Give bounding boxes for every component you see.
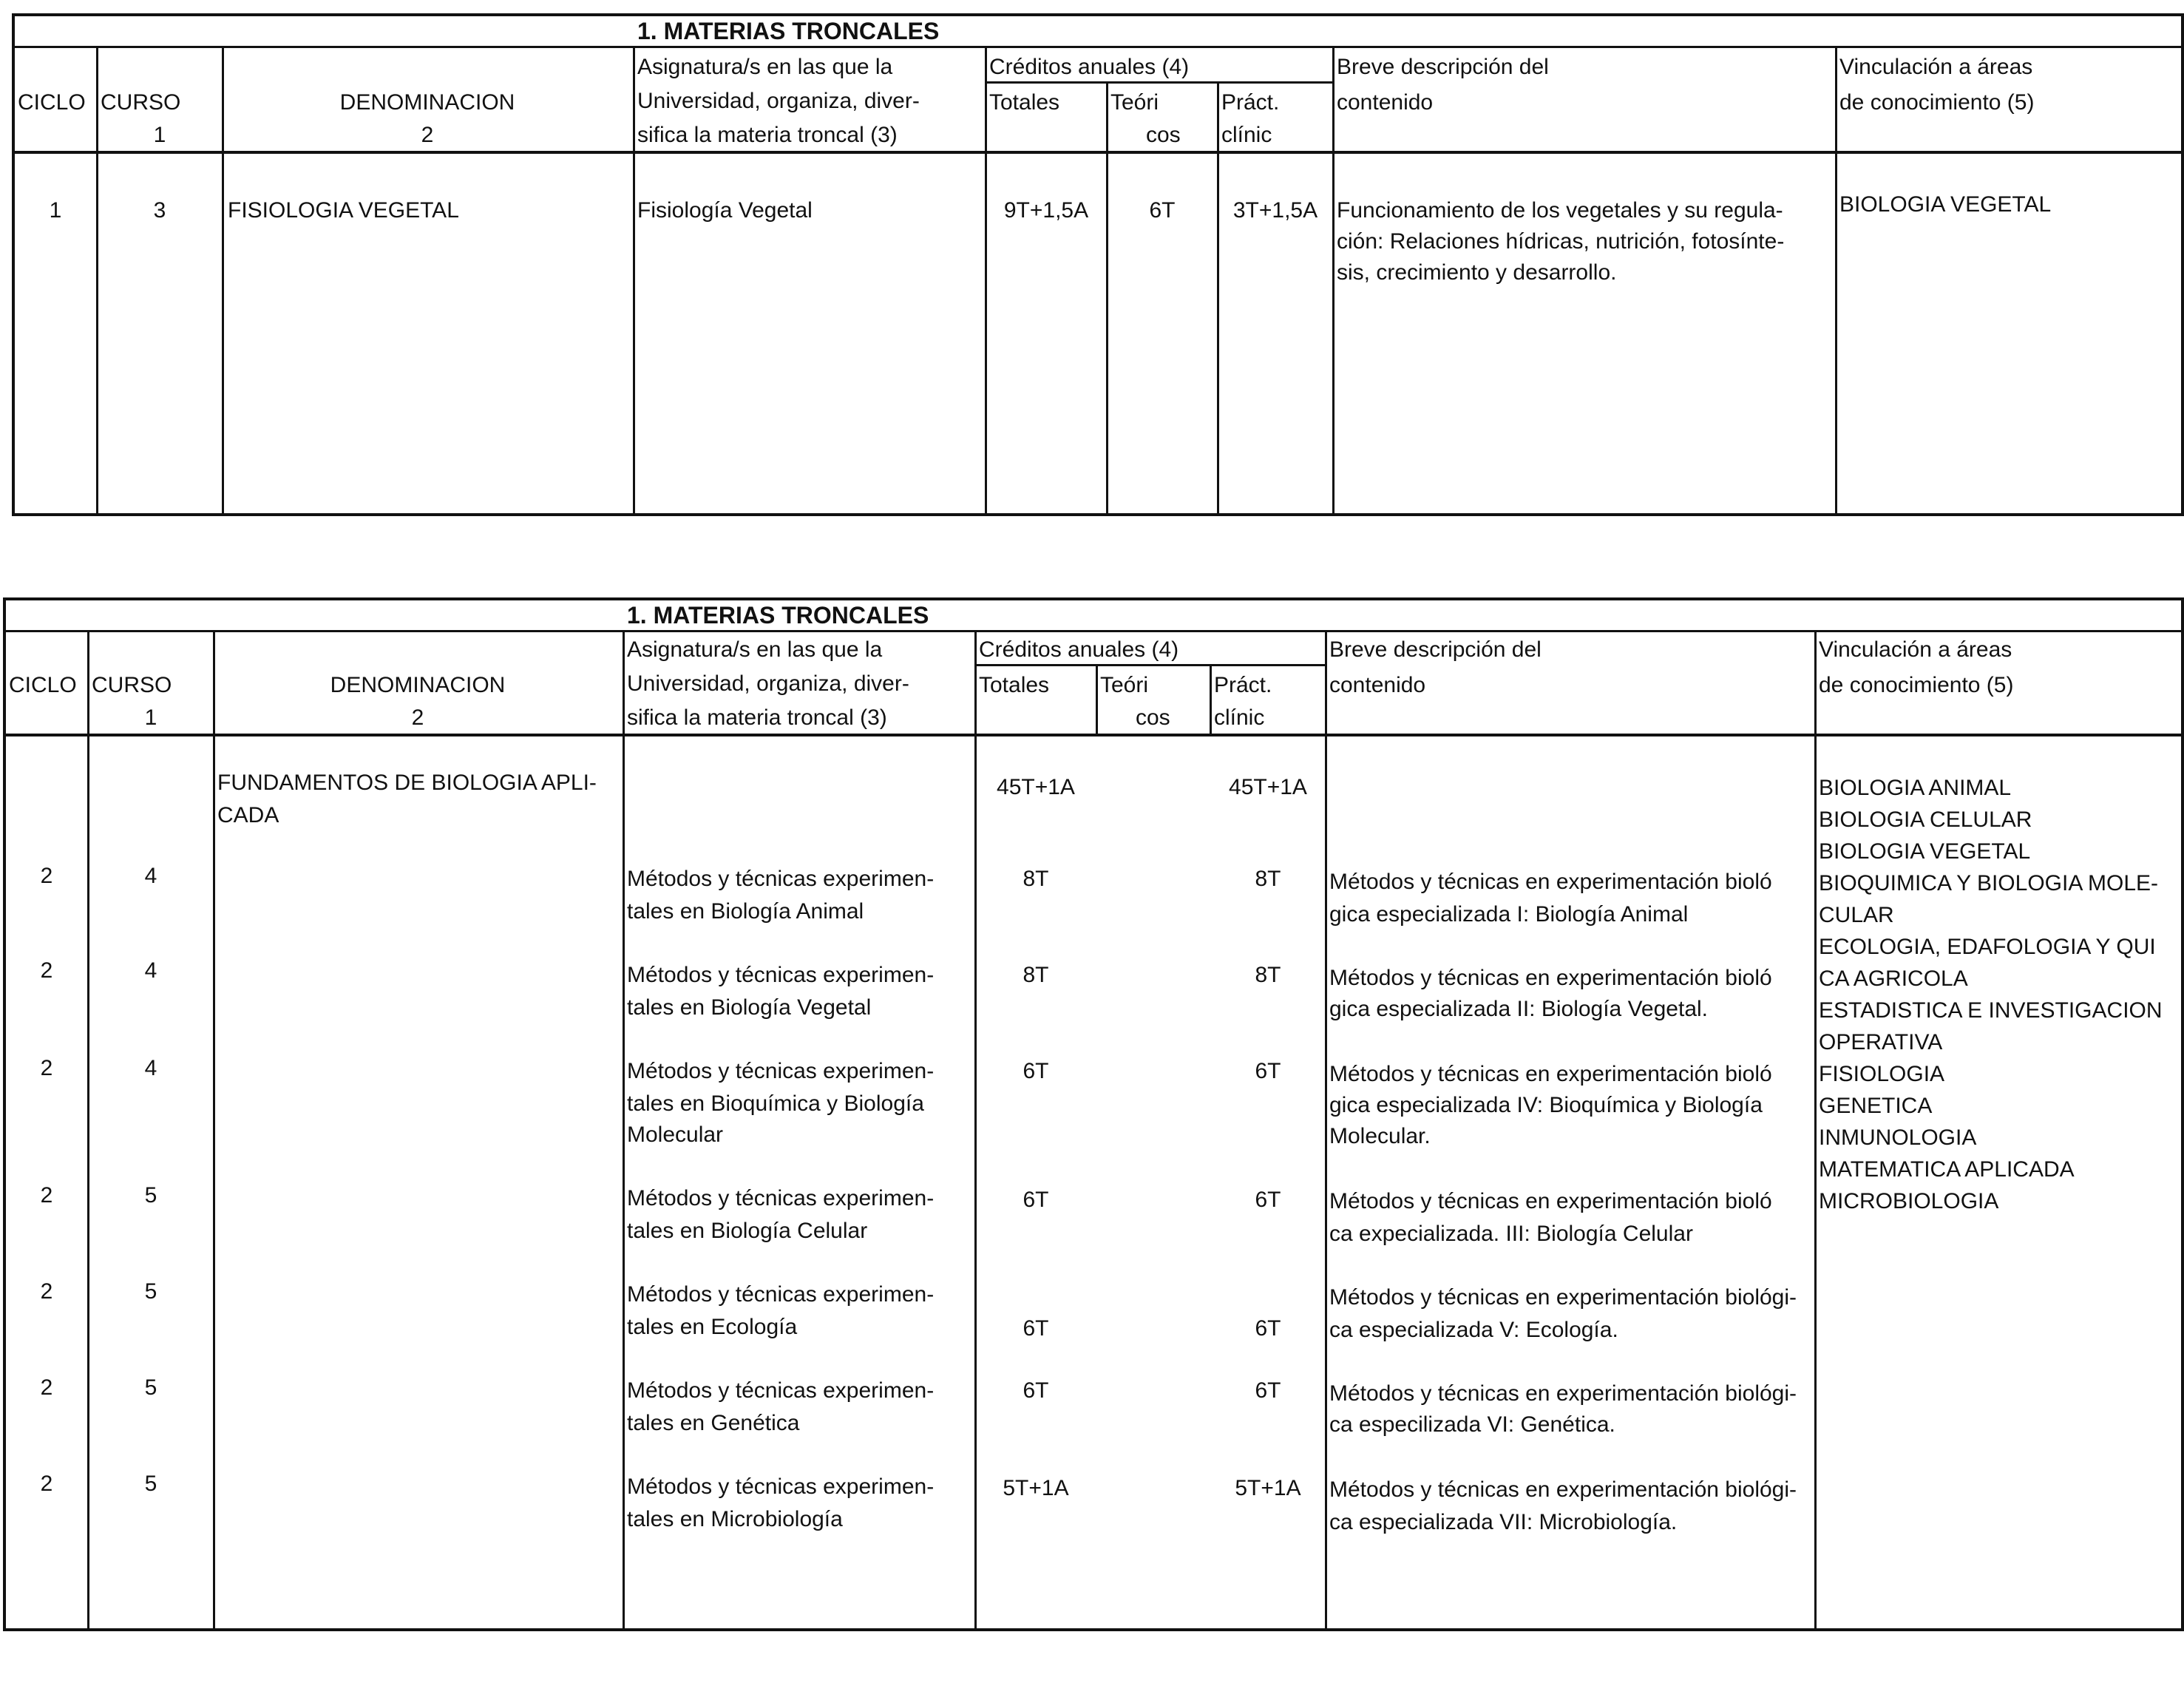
header-curso-num: 1 <box>144 705 157 730</box>
header-vinculacion: Vinculación a áreas <box>1839 55 2033 79</box>
title-divider <box>15 46 2184 48</box>
col-divider <box>623 630 625 1631</box>
row-descripcion-line: Métodos y técnicas en experimentación biológi- <box>1329 1477 1797 1502</box>
table-title: 1. MATERIAS TRONCALES <box>627 602 929 629</box>
row-practicos: 3T+1,5A <box>1232 198 1318 223</box>
col-divider <box>633 46 635 516</box>
header-teoricos: Teóri <box>1100 673 1149 697</box>
area-item: CA AGRICOLA <box>1819 966 1968 991</box>
row-descripcion-line: gica especializada I: Biología Animal <box>1329 902 1689 927</box>
area-item: BIOLOGIA VEGETAL <box>1819 839 2031 864</box>
row-totales: 5T+1A <box>1003 1476 1069 1500</box>
header-teoricos-2: cos <box>1136 705 1170 730</box>
row-curso: 5 <box>144 1375 157 1400</box>
row-descripcion-line: ca expecializada. III: Biología Celular <box>1329 1222 1693 1246</box>
row-ciclo: 1 <box>49 198 62 223</box>
row-practicos: 6T <box>1255 1188 1281 1212</box>
materias-troncales-table-2 <box>3 597 2184 1631</box>
row-totales: 6T <box>1023 1378 1049 1403</box>
header-totales: Totales <box>989 90 1060 115</box>
col-divider <box>96 46 98 516</box>
col-divider <box>985 46 987 516</box>
header-vinculacion-2: de conocimiento (5) <box>1839 90 2035 115</box>
col-divider <box>1835 46 1837 516</box>
row-asignatura-line: Molecular <box>627 1122 724 1147</box>
area-item: OPERATIVA <box>1819 1030 1943 1054</box>
header-breve-2: contenido <box>1329 673 1426 697</box>
header-teoricos: Teóri <box>1110 90 1159 115</box>
row-asignatura-line: tales en Ecología <box>627 1315 798 1339</box>
row-descripcion-line: ción: Relaciones hídricas, nutrición, fotosínte- <box>1337 229 1785 254</box>
row-descripcion-line: ca especializada VII: Microbiología. <box>1329 1510 1678 1534</box>
row-ciclo: 2 <box>40 864 53 888</box>
header-practicos: Práct. <box>1221 90 1280 115</box>
area-item: MATEMATICA APLICADA <box>1819 1157 2075 1182</box>
row-descripcion-line: Funcionamiento de los vegetales y su regula- <box>1337 198 1783 223</box>
row-curso: 5 <box>144 1472 157 1496</box>
row-descripcion-line: ca especializada V: Ecología. <box>1329 1318 1618 1342</box>
row-curso: 4 <box>144 1056 157 1080</box>
row-descripcion-line: Métodos y técnicas en experimentación biológi- <box>1329 1381 1797 1406</box>
area-item: ESTADISTICA E INVESTIGACION <box>1819 998 2163 1023</box>
row-totales: 6T <box>1023 1188 1049 1212</box>
row-teoricos: 6T <box>1149 198 1176 223</box>
row-curso: 3 <box>153 198 166 223</box>
header-curso: CURSO <box>101 90 181 115</box>
col-divider <box>1210 664 1212 734</box>
materia-denominacion-2: CADA <box>217 803 279 827</box>
area-item: MICROBIOLOGIA <box>1819 1189 1999 1213</box>
row-asignatura-line: tales en Biología Vegetal <box>627 995 872 1020</box>
header-asignatura-line: Asignatura/s en las que la <box>637 55 893 79</box>
row-practicos: 6T <box>1255 1316 1281 1341</box>
header-asignatura-line: Asignatura/s en las que la <box>627 637 883 662</box>
header-vinculacion: Vinculación a áreas <box>1819 637 2012 662</box>
row-practicos: 5T+1A <box>1235 1476 1301 1500</box>
header-denominacion-num: 2 <box>421 123 434 147</box>
row-practicos: 6T <box>1255 1059 1281 1083</box>
row-ciclo: 2 <box>40 1472 53 1496</box>
header-breve-2: contenido <box>1337 90 1434 115</box>
row-asignatura-line: Métodos y técnicas experimen- <box>627 867 935 891</box>
row-asignatura: Fisiología Vegetal <box>637 198 813 223</box>
header-practicos-2: clínic <box>1214 705 1265 730</box>
header-practicos: Práct. <box>1214 673 1272 697</box>
row-curso: 4 <box>144 958 157 983</box>
area-item: BIOLOGIA CELULAR <box>1819 807 2032 832</box>
header-denominacion: DENOMINACION <box>339 90 515 115</box>
row-descripcion-line: sis, crecimiento y desarrollo. <box>1337 260 1617 285</box>
row-ciclo: 2 <box>40 1183 53 1208</box>
row-asignatura-line: tales en Biología Celular <box>627 1219 868 1243</box>
row-descripcion-line: Métodos y técnicas en experimentación bioló <box>1329 966 1772 990</box>
row-descripcion-line: Métodos y técnicas en experimentación bioló <box>1329 1062 1772 1086</box>
materia-denominacion: FUNDAMENTOS DE BIOLOGIA APLI- <box>217 771 597 795</box>
row-asignatura-line: Métodos y técnicas experimen- <box>627 1186 935 1210</box>
header-asignatura-line: Universidad, organiza, diver- <box>627 671 909 696</box>
col-divider <box>1217 81 1219 516</box>
area-item: CULAR <box>1819 903 1894 927</box>
row-ciclo: 2 <box>40 1375 53 1400</box>
area-item: FISIOLOGIA <box>1819 1062 1945 1086</box>
row-asignatura-line: tales en Microbiología <box>627 1507 843 1531</box>
area-item: ECOLOGIA, EDAFOLOGIA Y QUI <box>1819 935 2156 959</box>
row-ciclo: 2 <box>40 958 53 983</box>
row-descripcion-line: Métodos y técnicas en experimentación bioló <box>1329 1189 1772 1213</box>
row-totales: 8T <box>1023 867 1049 891</box>
area-item: GENETICA <box>1819 1094 1933 1118</box>
row-asignatura-line: Métodos y técnicas experimen- <box>627 1059 935 1083</box>
row-practicos: 6T <box>1255 1378 1281 1403</box>
col-divider <box>1106 81 1108 516</box>
col-divider <box>1814 630 1817 1631</box>
row-descripcion-line: ca especilizada VI: Genética. <box>1329 1412 1615 1437</box>
header-teoricos-2: cos <box>1146 123 1181 147</box>
header-creditos: Créditos anuales (4) <box>989 55 1190 79</box>
row-totales: 9T+1,5A <box>1003 198 1089 223</box>
header-curso: CURSO <box>92 673 172 697</box>
row-descripcion-line: gica especializada IV: Bioquímica y Biología <box>1329 1093 1763 1117</box>
row-curso: 5 <box>144 1183 157 1208</box>
materia-practicos: 45T+1A <box>1229 775 1307 799</box>
col-divider <box>1332 46 1335 516</box>
row-totales: 8T <box>1023 963 1049 987</box>
row-descripcion-line: Molecular. <box>1329 1124 1431 1148</box>
header-divider <box>15 151 2184 154</box>
row-asignatura-line: Métodos y técnicas experimen- <box>627 963 935 987</box>
row-totales: 6T <box>1023 1059 1049 1083</box>
header-curso-num: 1 <box>153 123 166 147</box>
row-asignatura-line: tales en Bioquímica y Biología <box>627 1091 924 1116</box>
row-ciclo: 2 <box>40 1056 53 1080</box>
header-breve: Breve descripción del <box>1337 55 1549 79</box>
header-vinculacion-2: de conocimiento (5) <box>1819 673 2014 697</box>
row-descripcion-line: gica especializada II: Biología Vegetal. <box>1329 997 1709 1021</box>
row-totales: 6T <box>1023 1316 1049 1341</box>
row-vinculacion: BIOLOGIA VEGETAL <box>1839 192 2052 217</box>
header-creditos: Créditos anuales (4) <box>979 637 1179 662</box>
row-asignatura-line: Métodos y técnicas experimen- <box>627 1474 935 1499</box>
header-breve: Breve descripción del <box>1329 637 1542 662</box>
header-asignatura-line: Universidad, organiza, diver- <box>637 89 920 113</box>
area-item: BIOLOGIA ANIMAL <box>1819 776 2012 800</box>
header-denominacion: DENOMINACION <box>330 673 506 697</box>
row-descripcion-line: Métodos y técnicas en experimentación biológi- <box>1329 1285 1797 1310</box>
materias-troncales-table-1 <box>12 13 2184 516</box>
header-totales: Totales <box>979 673 1050 697</box>
row-ciclo: 2 <box>40 1279 53 1304</box>
col-divider <box>1096 664 1098 734</box>
row-practicos: 8T <box>1255 867 1281 891</box>
row-practicos: 8T <box>1255 963 1281 987</box>
header-divider <box>6 734 2184 736</box>
header-ciclo: CICLO <box>9 673 77 697</box>
row-curso: 4 <box>144 864 157 888</box>
table-title: 1. MATERIAS TRONCALES <box>637 18 940 44</box>
areas-list <box>1819 772 2163 1217</box>
row-asignatura-line: Métodos y técnicas experimen- <box>627 1378 935 1403</box>
row-asignatura-line: tales en Biología Animal <box>627 899 864 924</box>
header-ciclo: CICLO <box>18 90 86 115</box>
row-curso: 5 <box>144 1279 157 1304</box>
row-asignatura-line: tales en Genética <box>627 1411 800 1435</box>
materia-totales: 45T+1A <box>997 775 1075 799</box>
header-denominacion-num: 2 <box>411 705 424 730</box>
header-asignatura-line: sifica la materia troncal (3) <box>627 705 887 730</box>
area-item: BIOQUIMICA Y BIOLOGIA MOLE- <box>1819 871 2159 895</box>
row-denominacion: FISIOLOGIA VEGETAL <box>228 198 459 223</box>
area-item: INMUNOLOGIA <box>1819 1125 1977 1150</box>
row-descripcion-line: Métodos y técnicas en experimentación bioló <box>1329 870 1772 894</box>
row-asignatura-line: Métodos y técnicas experimen- <box>627 1282 935 1307</box>
title-divider <box>6 630 2184 632</box>
header-practicos-2: clínic <box>1221 123 1272 147</box>
header-asignatura-line: sifica la materia troncal (3) <box>637 123 898 147</box>
